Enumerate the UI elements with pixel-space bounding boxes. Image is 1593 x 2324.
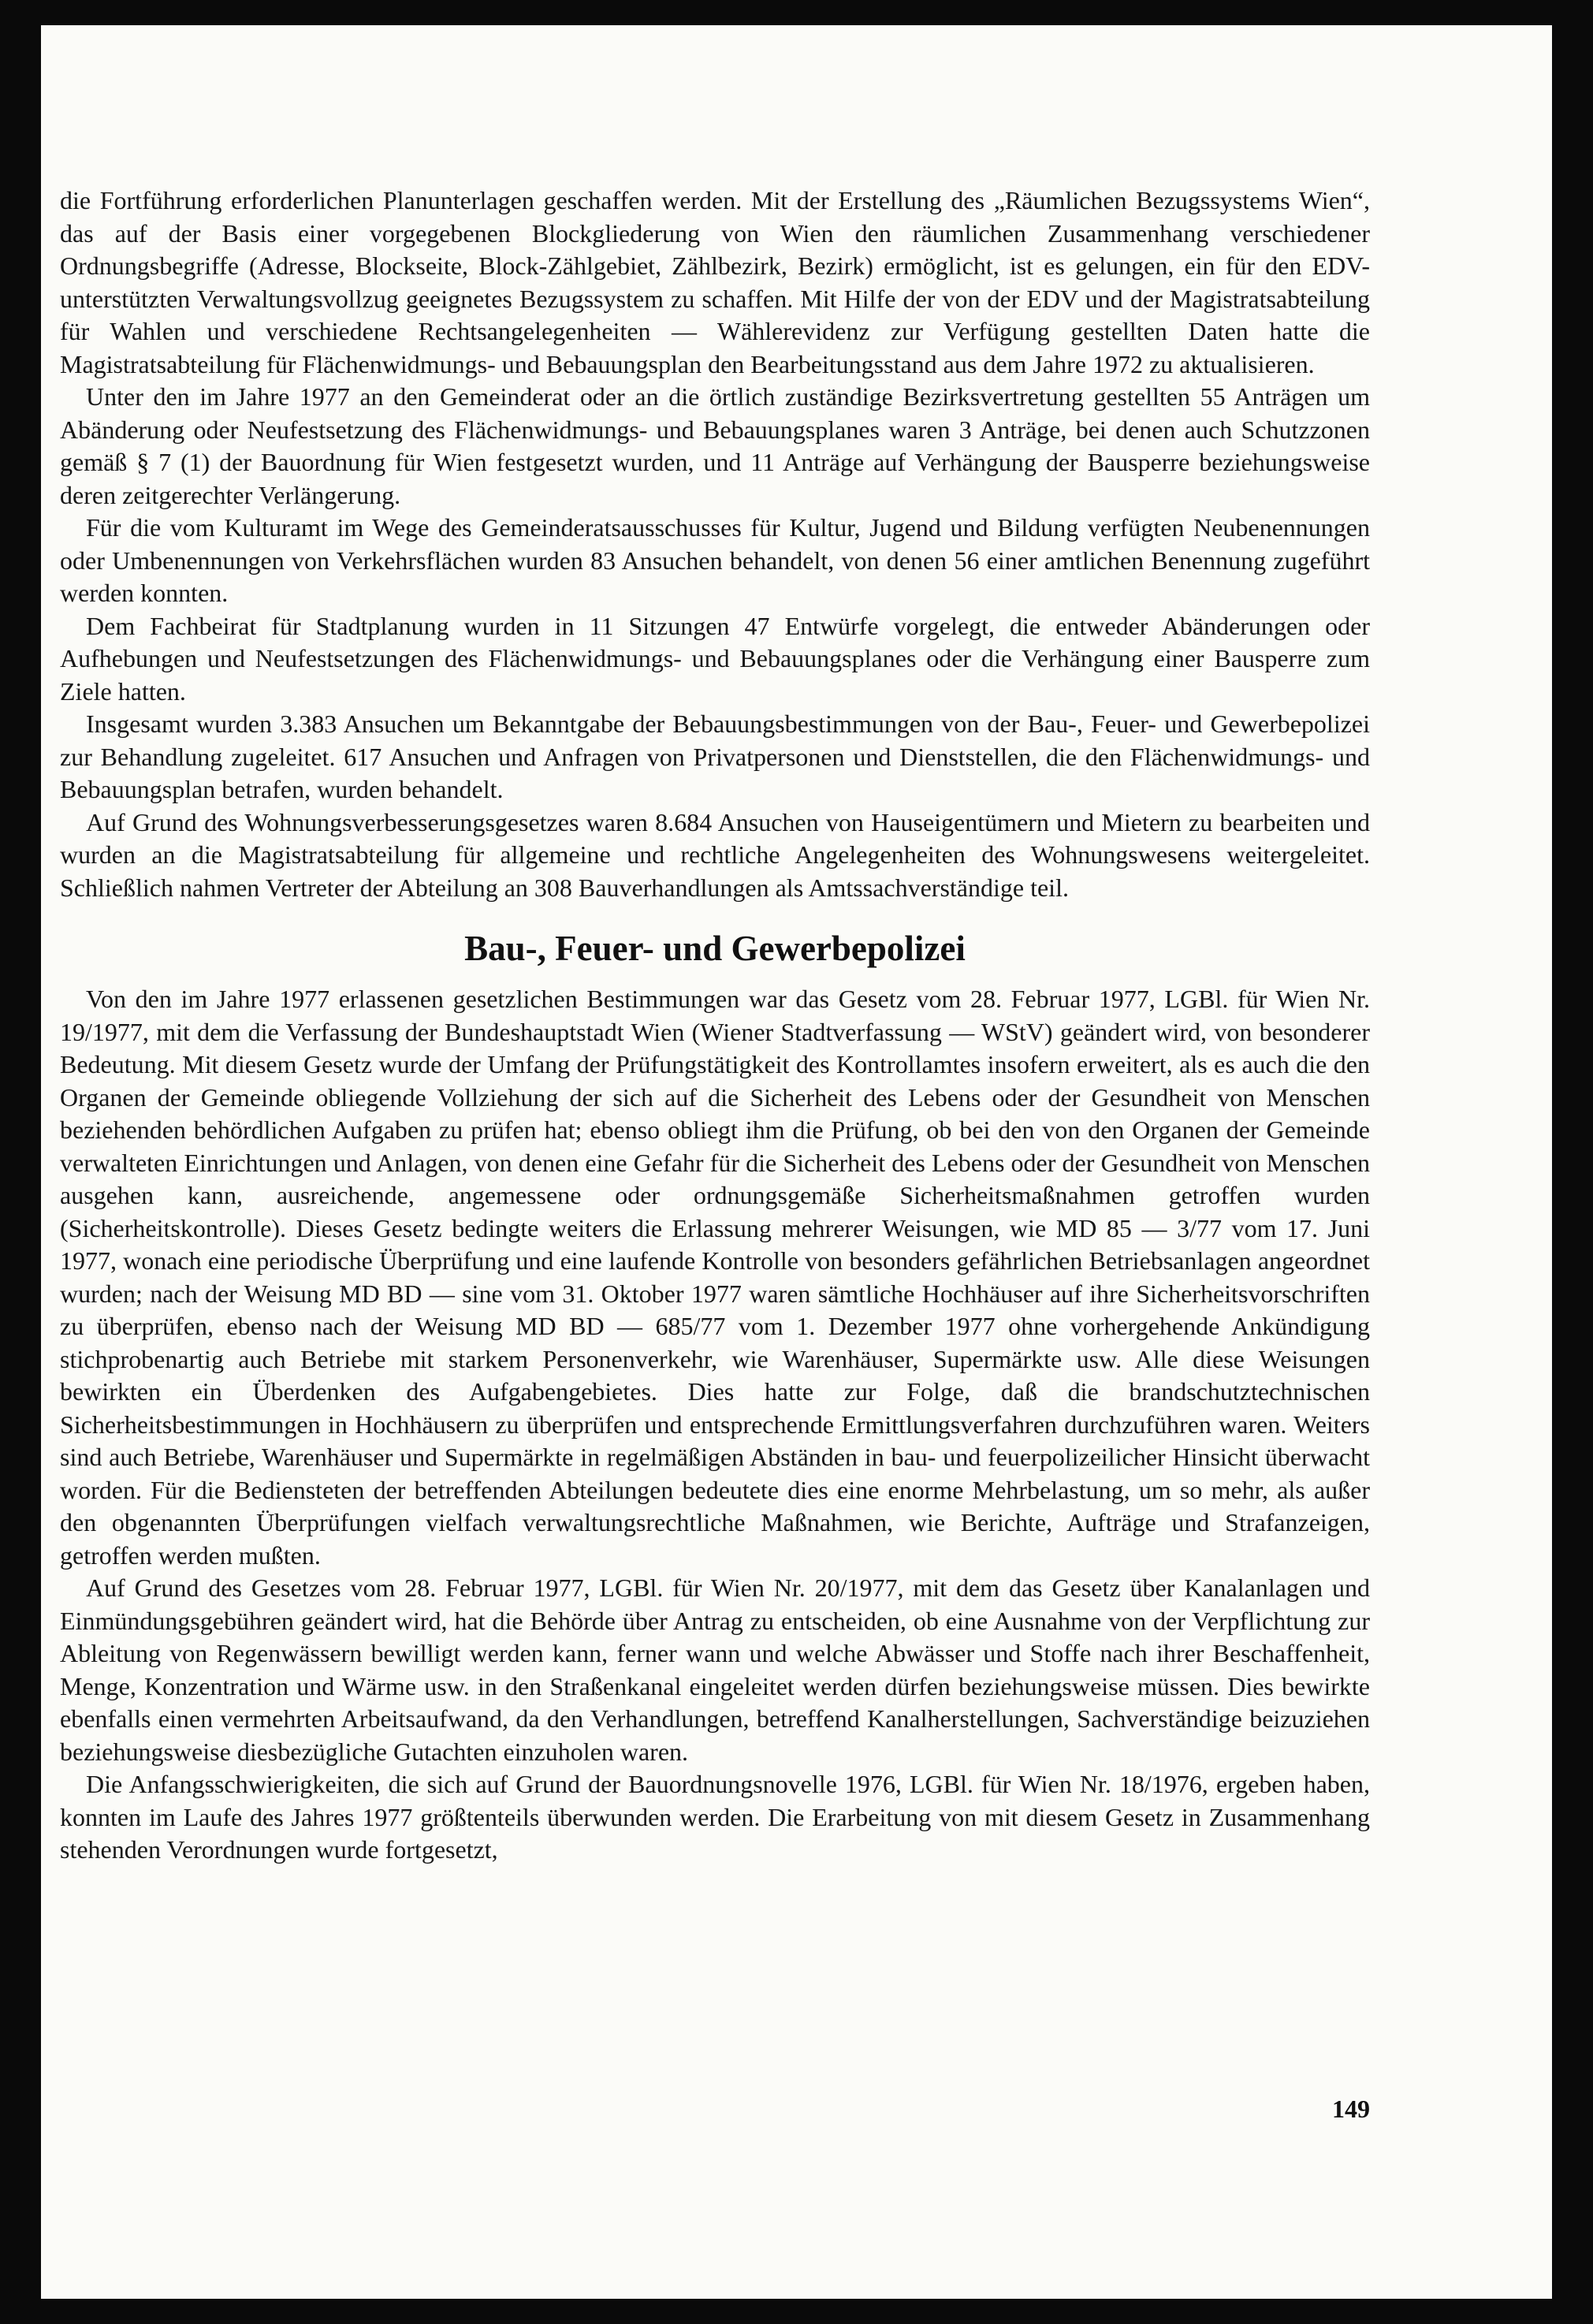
paragraph: Dem Fachbeirat für Stadtplanung wurden in 11 Sitzungen 47 Entwürfe vorgelegt, die entweder Abänderungen oder Aufhebungen und Neufestsetzungen des Flächenwidmungs- und Bebauungsplanes oder die Verhängung einer Bausperre zum Ziele hatten. — [60, 611, 1370, 706]
paragraph: Für die vom Kulturamt im Wege des Gemeinderatsausschusses für Kultur, Jugend und Bildung verfügten Neubenennungen oder Umbenennungen von Verkehrsflächen wurden 83 Ansuchen behandelt, von denen 56 einer amtlichen Benennung zugeführt werden konnten. — [60, 513, 1370, 607]
paragraph: Unter den im Jahre 1977 an den Gemeinderat oder an die örtlich zuständige Bezirksvertretung gestellten 55 Anträgen um Abänderung oder Neufestsetzung des Flächenwidmungs- und Bebauungsplanes waren 3 Anträge, bei denen auch Schutzzonen gemäß § 7 (1) der Bauordnung für Wien festgesetzt wurden, und 11 Anträge auf Verhängung der Bausperre beziehungsweise deren zeitgerechter Verlängerung. — [60, 382, 1370, 509]
paragraph: Auf Grund des Wohnungsverbesserungsgesetzes waren 8.684 Ansuchen von Hauseigentümern und Mietern zu bearbeiten und wurden an die Magistratsabteilung für allgemeine und rechtliche Angelegenheiten des Wohnungswesens weitergeleitet. Schließlich nahmen Vertreter der Abteilung an 308 Bauverhandlungen als Amtssachverständige teil. — [60, 807, 1370, 902]
paragraph: Von den im Jahre 1977 erlassenen gesetzlichen Bestimmungen war das Gesetz vom 28. Februar 1977, LGBl. für Wien Nr. 19/1977, mit dem die Verfassung der Bundeshauptstadt Wien (Wiener Stadtverfassung — WStV) geändert wird, von besonderer Bedeutung. Mit diesem Gesetz wurde der Umfang der Prüfungstätigkeit des Kontrollamtes insofern erweitert, als es auch die den Organen der Gemeinde obliegende Vollziehung der sich auf die Sicherheit des Lebens oder der Gesundheit von Menschen beziehenden behördlichen Aufgaben zu prüfen hat; ebenso obliegt ihm die Prüfung, ob bei den von den Organen der Gemeinde verwalteten Einrichtungen und Anlagen, von denen eine Gefahr für die Sicherheit des Lebens oder der Gesundheit von Menschen ausgehen kann, ausreichende, angemessene oder ordnungsgemäße Sicherheitsmaßnahmen getroffen wurden (Sicherheitskontrolle). Dieses Gesetz bedingte weiters die Erlassung mehrerer Weisungen, wie MD 85 — 3/77 vom 17. Juni 1977, wonach eine periodische Überprüfung und eine laufende Kontrolle von besonders gefährlichen Betriebsanlagen angeordnet wurden; nach der Weisung MD BD — sine vom 31. Oktober 1977 waren sämtliche Hochhäuser auf ihre Sicherheitsvorschriften zu überprüfen, ebenso nach der Weisung MD BD — 685/77 vom 1. Dezember 1977 ohne vorhergehende Ankündigung stichprobenartig auch Betriebe mit starkem Personenverkehr, wie Warenhäuser, Supermärkte usw. Alle diese Weisungen bewirkten ein Überdenken des Aufgabengebietes. Dies hatte zur Folge, daß die brandschutztechnischen Sicherheitsbestimmungen in Hochhäusern zu überprüfen und entsprechende Ermittlungsverfahren durchzuführen waren. Weiters sind auch Betriebe, Warenhäuser und Supermärkte in regelmäßigen Abständen in bau- und feuerpolizeilicher Hinsicht überwacht worden. Für die Bediensteten der betreffenden Abteilungen bedeutete dies eine enorme Mehrbelastung, um so mehr, als außer den obgenannten Überprüfungen vielfach verwaltungsrechtliche Maßnahmen, wie Berichte, Aufträge und Strafanzeigen, getroffen werden mußten. — [60, 985, 1370, 1570]
paragraph: Die Anfangsschwierigkeiten, die sich auf Grund der Bauordnungsnovelle 1976, LGBl. für Wien Nr. 18/1976, ergeben haben, konnten im Laufe des Jahres 1977 größtenteils überwunden werden. Die Erarbeitung von mit diesem Gesetz in Zusammenhang stehenden Verordnungen wurde fortgesetzt, — [60, 1770, 1370, 1864]
page-body — [60, 184, 1370, 1867]
section-heading: Bau-, Feuer- und Gewerbepolizei — [464, 929, 966, 968]
paragraph: die Fortführung erforderlichen Planunterlagen geschaffen werden. Mit der Erstellung des „Räumlichen Bezugssystems Wien“, das auf der Basis einer vorgegebenen Blockgliederung von Wien den räumlichen Zusammenhang verschiedener Ordnungsbegriffe (Adresse, Blockseite, Block-Zählgebiet, Zählbezirk, Bezirk) ermöglicht, ist es gelungen, ein für den EDV-unterstützten Verwaltungsvollzug geeignetes Bezugssystem zu schaffen. Mit Hilfe der von der EDV und der Magistratsabteilung für Wahlen und verschiedene Rechtsangelegenheiten — Wählerevidenz zur Verfügung gestellten Daten hatte die Magistratsabteilung für Flächenwidmungs- und Bebauungsplan den Bearbeitungsstand aus dem Jahre 1972 zu aktualisieren. — [60, 186, 1370, 378]
paragraph: Insgesamt wurden 3.383 Ansuchen um Bekanntgabe der Bebauungsbestimmungen von der Bau-, Feuer- und Gewerbepolizei zur Behandlung zugeleitet. 617 Ansuchen und Anfragen von Privatpersonen und Dienststellen, die den Flächenwidmungs- und Bebauungsplan betrafen, wurden behandelt. — [60, 709, 1370, 803]
page-number: 149 — [1332, 2095, 1370, 2123]
document-page — [41, 25, 1552, 2299]
paragraph: Auf Grund des Gesetzes vom 28. Februar 1977, LGBl. für Wien Nr. 20/1977, mit dem das Gesetz über Kanalanlagen und Einmündungsgebühren geändert wird, hat die Behörde über Antrag zu entscheiden, ob eine Ausnahme von der Verpflichtung zur Ableitung von Regenwässern bewilligt werden kann, ferner wann und welche Abwässer und Stoffe nach ihrer Beschaffenheit, Menge, Konzentration und Wärme usw. in den Straßenkanal eingeleitet werden dürfen beziehungsweise müssen. Dies bewirkte ebenfalls einen vermehrten Arbeitsaufwand, da den Verhandlungen, betreffend Kanalherstellungen, Sachverständige beizuziehen beziehungsweise diesbezügliche Gutachten einzuholen waren. — [60, 1574, 1370, 1766]
